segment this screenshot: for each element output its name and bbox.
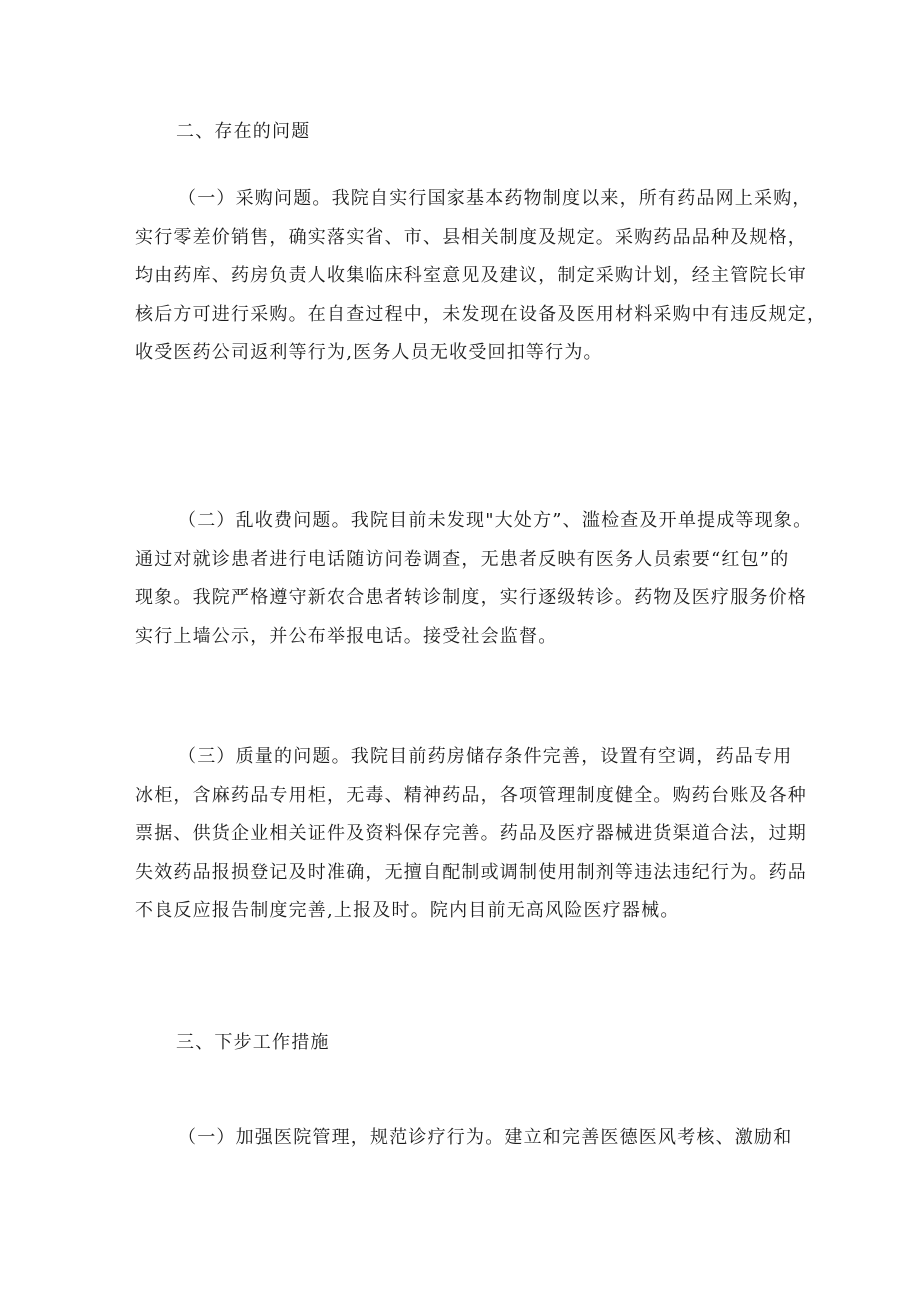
paragraph-line: 失效药品报损登记及时准确，无擅自配制或调制使用制剂等违法违纪行为。药品	[135, 861, 807, 883]
paragraph-line: （三）质量的问题。我院目前药房储存条件完善，设置有空调，药品专用	[178, 746, 793, 767]
section-heading-next-steps: 三、下步工作措施	[176, 1032, 330, 1053]
section-heading-problems: 二、存在的问题	[176, 121, 311, 142]
paragraph-line: （一）加强医院管理，规范诊疗行为。建立和完善医德医风考核、激励和	[178, 1127, 793, 1148]
paragraph-charging	[135, 507, 813, 661]
paragraph-line: 实行上墙公示，并公布举报电话。接受社会监督。	[135, 625, 558, 647]
paragraph-line: 核后方可进行采购。在自查过程中，未发现在设备及医用材料采购中有违反规定，	[135, 303, 827, 325]
paragraph-line: 通过对就诊患者进行电话随访问卷调查，无患者反映有医务人员索要“红包”的	[135, 548, 790, 570]
paragraph-line: （一）采购问题。我院自实行国家基本药物制度以来，所有药品网上采购，	[178, 188, 812, 209]
paragraph-procurement	[135, 185, 827, 378]
paragraph-line: 收受医药公司返利等行为,医务人员无收受回扣等行为。	[135, 342, 603, 363]
paragraph-line: 均由药库、药房负责人收集临床科室意见及建议，制定采购计划，经主管院长审	[135, 265, 807, 286]
paragraph-line: 不良反应报告制度完善,上报及时。院内目前无高风险医疗器械。	[135, 900, 680, 921]
paragraph-quality	[135, 743, 807, 936]
paragraph-management	[135, 1124, 795, 1163]
paragraph-line: 票据、供货企业相关证件及资料保存完善。药品及医疗器械进货渠道合法，过期	[135, 823, 807, 844]
paragraph-line: （二）乱收费问题。我院目前未发现"大处方”、滥检查及开单提成等现象。	[178, 510, 813, 531]
paragraph-line: 实行零差价销售，确实落实省、市、县相关制度及规定。采购药品品种及规格，	[135, 226, 807, 248]
paragraph-line: 现象。我院严格遵守新农合患者转诊制度，实行逐级转诊。药物及医疗服务价格	[135, 587, 807, 608]
paragraph-line: 冰柜，含麻药品专用柜，无毒、精神药品，各项管理制度健全。购药台账及各种	[135, 784, 807, 806]
